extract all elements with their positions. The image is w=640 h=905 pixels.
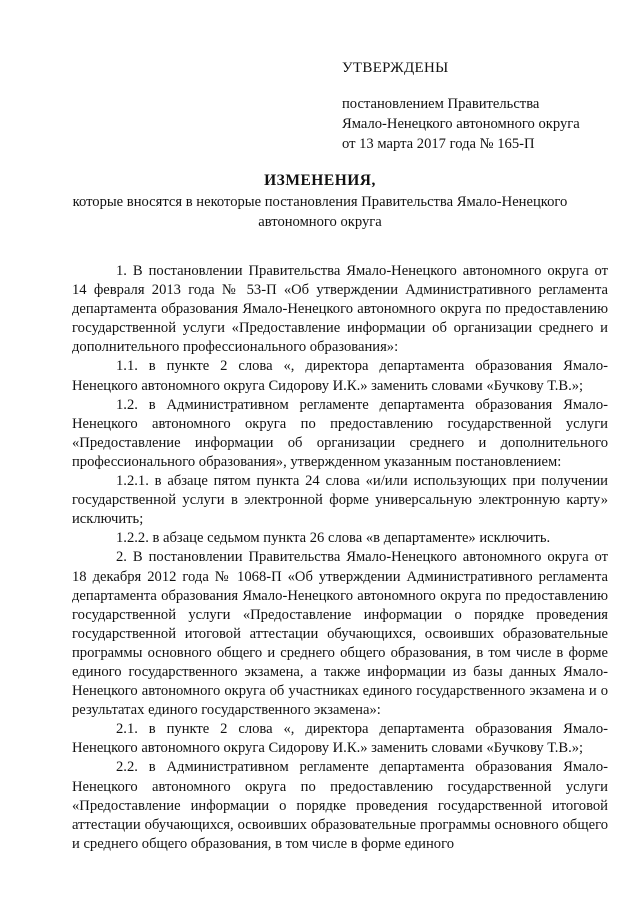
approval-line-3: от 13 марта 2017 года № 165-П	[342, 136, 535, 152]
paragraph-1-1: 1.1. в пункте 2 слова «, директора департамента образования Ямало-Ненецкого автономного округа Сидорову И.К.» заменить словами «Бучкову Т.В.»;	[72, 358, 608, 394]
paragraph-1-2-2: 1.2.2. в абзаце седьмом пункта 26 слова «в департаменте» исключить.	[116, 530, 551, 547]
paragraph-2: 2. В постановлении Правительства Ямало-Ненецкого автономного округа от 18 декабря 2012 года № 1068-П «Об утверждении Административного регламента департамента образования Ямало-Ненецкого автономного округа по предоставлению государственной услуги «Предоставление информации о порядке проведения государственной итоговой аттестации обучающихся, освоивших образовательные программы основного общего и среднего общего образования, в том числе в форме единого государственного экзамена, а также информации из базы данных Ямало-Ненецкого автономного округа об участниках единого государственного экзамена и о результатах единого государственного экзамена»:	[72, 549, 608, 719]
approval-heading: УТВЕРЖДЕНЫ	[342, 60, 449, 76]
paragraph-1: 1. В постановлении Правительства Ямало-Ненецкого автономного округа от 14 февраля 2013 года № 53-П «Об утверждении Административного регламента департамента образования Ямало-Ненецкого автономного округа по предоставлению государственной услуги «Предоставление информации об организации среднего и дополнительного профессионального образования»:	[72, 263, 608, 356]
approval-block	[342, 58, 602, 154]
paragraph-1-2: 1.2. в Административном регламенте департамента образования Ямало-Ненецкого автономного округа по предоставлению государственной услуги «Предоставление информации об организации среднего и дополнительного профессионального образования», утвержденном указанным постановлением:	[72, 396, 608, 470]
approval-line-2: Ямало-Ненецкого автономного округа	[342, 116, 580, 132]
document-title: ИЗМЕНЕНИЯ,	[264, 172, 376, 189]
paragraph-1-2-1: 1.2.1. в абзаце пятом пункта 24 слова «и/или использующих при получении государственной услуги в электронной форме универсальную электронную карту» исключить;	[72, 473, 608, 528]
document-subtitle: которые вносятся в некоторые постановления Правительства Ямало-Ненецкого автономного округа	[72, 194, 568, 230]
document-body	[72, 262, 608, 854]
approval-line-1: постановлением Правительства	[342, 96, 540, 112]
paragraph-2-1: 2.1. в пункте 2 слова «, директора департамента образования Ямало-Ненецкого автономного округа Сидорову И.К.» заменить словами «Бучкову Т.В.»;	[72, 721, 608, 757]
paragraph-2-2: 2.2. в Административном регламенте департамента образования Ямало-Ненецкого автономного округа по предоставлению государственной услуги «Предоставление информации о порядке проведения государственной итоговой аттестации обучающихся, освоивших образовательные программы основного общего и среднего общего образования, в том числе в форме единого	[72, 759, 608, 852]
